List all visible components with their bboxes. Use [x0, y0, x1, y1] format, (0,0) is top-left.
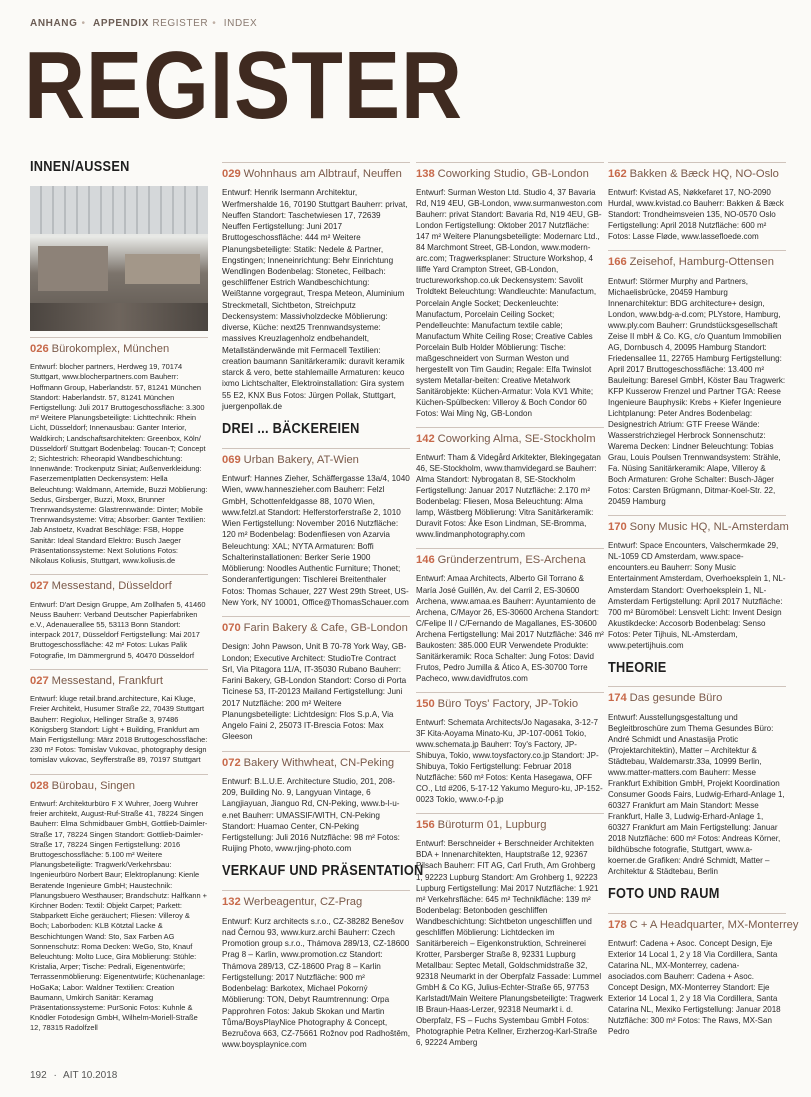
- project-166: [608, 250, 786, 507]
- project-heading: 027 Messestand, Frankfurt: [30, 674, 163, 687]
- project-heading: 146 Gründerzentrum, ES-Archena: [416, 554, 586, 567]
- project-heading: 132 Werbeagentur, CZ-Prag: [222, 896, 363, 909]
- project-heading: 156 Büroturm 01, Lupburg: [416, 819, 547, 832]
- project-body: Entwurf: Berschneider + Berschneider Architekten BDA + Innenarchitekten, Hauptstraße 12, 92367 Pilsach Bauherr: FIT AG, Carl Fruth, Am Grohberg 1, 92223 Lupburg Standort: Am Grohberg 1, 92223 Lupburg Fertigstellung: Mai 2017 Nutzfläche: 1.921 m² Verkehrsfläche: 645 m² Technikfläche: 139 m² Bodenbelag: Betonboden geschliffen Wandbeschichtung: Sichtbeton ungeschliffen und geschliffen Möblierung: Lichtdecken im Sanitärbereich – Eigenkonstruktion, Schreinerei Krotter, Parsberger Straße 8, 92331 Lupburg Metallbau: Septec Metall, Goldschmidstraße 32, 92318 Neumarkt in der Oberpfalz Fassade: Lummel GmbH & Co KG, Julius-Echter-Straße 65, 97753 Karlstadt/Main Weitere Planungsbeteiligte: Tragwerk IB Braun-Haas-Lerzer, 92318 Neumarkt i. d. Oberpfalz, FS – Fuchs Systembau GmbH Fotos: Photographie Petra Kellner, Erzherzog-Karl-Straße 6, 92224 Amberg: [416, 839, 603, 1047]
- project-heading: 178 C + A Headquarter, MX-Monterrey: [608, 918, 799, 931]
- breadcrumb: ANHANG • APPENDIX REGISTER • INDEX: [30, 18, 258, 29]
- project-body: Entwurf: Henrik Isermann Architektur, Werfmershalde 16, 70190 Stuttgart Bauherr: privat, Neuffen Standort: Taschetwiesen 17, 72639 Neuffen Fertigstellung: Juni 2017 Bruttogeschossfläche: 444 m² Weitere Planungsbeteiligte: Statik: Nedele & Partner, Engstingen; Inneneinrichtung: Behr Einrichtung Wendlingen Bodenbelag: Stonetec, Feilbach: geschliffener Estrich Wandbeschichtung: Weißtanne vorgegraut, Trespa Meteon, Aluminium Streckmetall, Sichtbeton, Streichputz Deckensystem: Massivholzdecke Möblierung: diverse, Küche: next25 Trennwandsysteme: massives Kreuzlagenholz endbehandelt, Metallständerwände mit Fermacell Textilien: creation baumann Sanitärkeramik: duravit keramik starck & vero, bette stahlemaille Armaturen: keuco ixmo Lichtschalter, Elektroinstallation: Gira system 55 E2, KNX Bus Fotos: Jürgen Pollak, Stuttgart, juergenpollak.de: [222, 188, 408, 411]
- project-132: [222, 890, 410, 1050]
- section-heading-innen: INNEN/AUSSEN: [30, 159, 130, 175]
- section-heading-verkauf: VERKAUF UND PRÄSENTATION: [222, 863, 424, 880]
- project-150: [416, 692, 604, 805]
- project-body: Entwurf: blocher partners, Herdweg 19, 70174 Stuttgart, www.blocherpartners.com Bauherr: Hoffmann Group, Haberlandstr. 57, 81241 München Standort: Haberlandstr. 57, 81241 München Fertigstellung: Juli 2017 Bruttogeschossfläche: 3.300 m² Weitere Planungsbeteiligte: Lichttechnik: Rhein Licht, Düsseldorf; Innenausbau: Ganter Interior, Waldkirch; Landschaftsarchitekten: Greenbox, Köln/ Düsseldorf/ Stuttgart Bodenbelag: Toucan-T; Concept 2; Sichtestrich: Rheorapid Wandbeschichtung: Innenwände: Trockenputz Siniat; Außenverkleidung: Faserzementplatten Deckensystem: Hella Beleuchtung: Waldmann, Artemide, Buzzi Möblierung: Sedus, Girsberger, Buzzi, Moxx, Brunner Trennwandsysteme: Glastrennwände: Dinter; Mobile Trennwandsysteme: Vitra; Absorber: Ganter Textilien: Jab Anstoetz, Kvadrat Beschläge: FSB, Hoppe Sanitär: Ideal Standard Elektro: Busch Jaeger Präsentationssysteme: Next Solutions Fotos: Nikolaus Koliusis, Stuttgart, www.koliusis.de: [30, 362, 208, 566]
- project-heading: 070 Farin Bakery & Cafe, GB-London: [222, 622, 408, 635]
- project-body: Entwurf: D'art Design Gruppe, Am Zollhafen 5, 41460 Neuss Bauherr: Verband Deutscher Papierfabriken e.V., Adenauerallee 55, 53113 Bonn Standort: interpack 2017, Düsseldorf Fertigstellung: Mai 2017 Bruttogeschossfläche: 42 m² Fotos: Lukas Palik Fotografie, Im Dämmergrund 5, 40470 Düsseldorf: [30, 599, 206, 660]
- project-138: [416, 162, 604, 419]
- project-heading: 029 Wohnhaus am Albtrauf, Neuffen: [222, 168, 402, 180]
- project-heading: 069 Urban Bakery, AT-Wien: [222, 453, 359, 466]
- project-body: Entwurf: Tham & Videgård Arkitekter, Blekingegatan 46, SE-Stockholm, www.thamvidegard.se Bauherr: Alma Standort: Nybrogatan 8, SE-Stockholm Fertigstellung: Januar 2017 Nutzfläche: 2.170 m² Bodenbelag: Fliesen, Mosa Beleuchtung: Alma lamp, Wästberg Möblierung: Vitra Sanitärkeramik: Duravit Fotos: Åke Eson Lindman, SE-Bromma, www.lindmanphotography.com: [416, 453, 601, 540]
- project-heading: 174 Das gesunde Büro: [608, 692, 723, 705]
- project-162: [608, 162, 786, 242]
- project-heading: 138 Coworking Studio, GB-London: [416, 168, 589, 180]
- project-170: [608, 515, 789, 651]
- project-body: Entwurf: Amaa Architects, Alberto Gil Torrano & María José Guillén, Av. del Carril 2, ES-30600 Archena, www.amaa.es Bauherr: Ayuntamiento de Archena, C/Mayor 26, ES-30600 Archena Standort: C/Felipe II / C/Fernando de Magallanes, ES-30600 Archena Fertigstellung: Mai 2017 Nutzfläche: 346 m² Baukosten: 385.000 EUR Verwendete Produkte: Sanitärkeramik: Roca Schalter: Jung Fotos: David Frutos, Pedro Jumilla & Ático A, ES-30700 Torre Pacheco, www.davidfrutos.com: [416, 574, 604, 683]
- section-heading-theorie: THEORIE: [608, 659, 667, 676]
- project-body: Entwurf: Surman Weston Ltd. Studio 4, 37 Bavaria Rd, N19 4EU, GB-London, www.surmanweston.com Bauherr: privat Standort: Bavaria Rd, N19 4EU, GB-London Fertigstellung: Oktober 2017 Nutzfläche: 147 m² Weitere Planungsbeteiligte: Modernarc Ltd., 84 Marchmont Street, GB-London, www.modern-arc.com; Tragwerksplaner: Structure Workshop, 4 Iliffe Yard Crampton Street, GB-London, tructureworkshop.co.uk Deckensystem: Savolit Troldtekt Beleuchtung: Wandleuchte: Manufactum, Porcelain Angle Socket; Deckenleuchte: Manufactum, Porcelain Ceiling Socket; Pendelleuchte: Manufactum textile cable; Manufactum White Ceiling Rose; Creative Cables Porcelain Bulb Holder Möblierung: Tische: maßgeschneidert von Surman Weston und hergestellt von Tim Gaudin; Regale: Elfa Twinslot system Metallar-beiten: Creative Metalwork Sanitärobjekte: Küchen-Armatur: Vola KV1 White; Küchen-Spülbecken: Villeroy & Boch Condor 60 Fotos: Wai Ming Ng, GB-London: [416, 188, 603, 418]
- project-heading: 142 Coworking Alma, SE-Stockholm: [416, 432, 596, 445]
- office-photo: [30, 186, 208, 331]
- project-028: [30, 774, 208, 1034]
- column-1: [30, 156, 208, 1042]
- project-body: Entwurf: Kvistad AS, Nøkkefaret 17, NO-2090 Hurdal, www.kvistad.co Bauherr: Bakken & Bæck Standort: Trondheimsveien 135, NO-0570 Oslo Fertigstellung: April 2018 Nutzfläche: 600 m² Fotos: Lasse Fløde, www.lassefloede.com: [608, 188, 784, 242]
- column-3: [416, 162, 604, 1056]
- issue-label: AIT 10.2018: [63, 1070, 118, 1081]
- breadcrumb-anhang: ANHANG: [30, 18, 78, 29]
- project-174: [608, 686, 786, 877]
- project-body: Design: John Pawson, Unit B 70-78 York Way, GB-London; Executive Architect: StudioTre Contract Srl, Via Pitagora 11/A, IT-35030 Rubano Bauherr: Farini Bakery, GB-London Standort: Corso di Porta Ticinese 53, IT-20123 Mailand Fertigstellung: Juni 2017 Nutzfläche: 200 m² Weitere Planungsbeteiligte: Lichtdesign: Flos S.p.A, Via Angelo Faini 2, 25073 IT-Brescia Fotos: Max Gleeson: [222, 642, 407, 742]
- project-body: Entwurf: B.L.U.E. Architecture Studio, 201, 208-209, Building No. 9, Langyuan Vintage, 6 Langjiayuan, Jianguo Rd, CN-Peking, www.b-l-u-e.net Bauherr: UMASSIF/WITH, CN-Peking Standort: Huamao Center, CN-Peking Fertigstellung: Juli 2016 Nutzfläche: 98 m² Fotos: Ruijing Photo, www.rjing-photo.com: [222, 776, 400, 854]
- project-027a: [30, 574, 208, 661]
- project-heading: 026 Bürokomplex, München: [30, 342, 170, 355]
- project-029: [222, 162, 410, 412]
- page-title: REGISTER: [24, 32, 463, 139]
- project-heading: 166 Zeisehof, Hamburg-Ottensen: [608, 256, 774, 269]
- project-072: [222, 751, 410, 855]
- project-body: Entwurf: Ausstellungsgestaltung und Begleitbroschüre zum Thema Gesundes Büro: André Schmidt und Anastasija Protic (Projektarchitektin), Matter – Architektur & Städtebau, Waldemarstr.33a, 10999 Berlin, www.matter-matters.com Bauherr: Messe Frankfurt Exhibition GmbH, Projekt Koordination Consumer Goods Fairs, Ludwig-Erhard-Anlage 1, 60327 Frankfurt am Main Standort: Messe Frankfurt, Halle 3, Ludwig-Erhard-Anlage 1, 60327 Frankfurt am Main Fertigstellung: Januar 2018 Nutzfläche: 600 m² Fotos: Andreas Körner, bildhübsche fotografie, Stuttgart, www.a-koerner.de Grafiken: André Schmidt, Matter – Architektur & Städtebau, Berlin: [608, 712, 785, 877]
- page-number: 192: [30, 1070, 47, 1081]
- project-heading: 072 Bakery Withwheat, CN-Peking: [222, 756, 395, 769]
- project-142: [416, 427, 604, 540]
- project-146: [416, 548, 604, 684]
- project-heading: 170 Sony Music HQ, NL-Amsterdam: [608, 521, 789, 534]
- project-body: Entwurf: Cadena + Asoc. Concept Design, Eje Exterior 14 Local 1, 2 y 18 Via Cordillera, Santa Catarina NL, MX-Monterrey, cadena-asociados.com Bauherr: Cadena + Asoc. Concept Design, MX-Monterrey Standort: Eje Exterior 14 Local 1, 2 y 18 Via Cordillera, Santa Catarina NL, Mexiko Fertigstellung: Januar 2018 Nutzfläche: 300 m² Fotos: The Raws, MX-San Pedro: [608, 939, 781, 1037]
- section-heading-drei: DREI ... BÄCKEREIEN: [222, 421, 360, 438]
- project-heading: 162 Bakken & Bæck HQ, NO-Oslo: [608, 168, 779, 180]
- column-4: [608, 162, 799, 1045]
- project-070: [222, 616, 410, 742]
- breadcrumb-index: INDEX: [223, 18, 258, 29]
- breadcrumb-appendix: APPENDIX: [93, 18, 149, 29]
- project-body: Entwurf: Space Encounters, Valschermkade 29, NL-1059 CD Amsterdam, www.space-encounters.eu Bauherr: Sony Music Entertainment Amsterdam, Overhoeksplein 1, NL-Amsterdam Standort: Overhoeksplein 1, NL-Amsterdam Fertigstellung: April 2017 Nutzfläche: 700 m² Büromöbel: Lensvelt Licht: Invent Design Akustikdecke: Accosorb Bodenbelag: Senso Fotos: Peter Tijhuis, NL-Amsterdam, www.petertijhuis.com: [608, 541, 786, 650]
- project-body: Entwurf: Schemata Architects/Jo Nagasaka, 3-12-7 3F Kita-Aoyama Minato-Ku, JP-107-0061 Tokio, www.schemata.jp Bauherr: Toy's Factory, JP-Shibuya, Tokio, www.toysfactory.co.jp Standort: JP-Shibuya, Tokio Fertigstellung: Februar 2018 Nutzfläche: 560 m² Fotos: Kenta Hasegawa, OFF CO., Ltd #206, 5-17-12 Yakumo Meguro-ku, JP-152-0023 Tokio, www.o-f-p.jp: [416, 717, 603, 805]
- column-2: [222, 162, 424, 1059]
- page-footer: 192 · AIT 10.2018: [30, 1070, 118, 1081]
- section-heading-foto: FOTO UND RAUM: [608, 886, 720, 903]
- project-body: Entwurf: Hannes Zieher, Schäffergasse 13a/4, 1040 Wien, www.hanneszieher.com Bauherr: Felzl GmbH, Schottenfeldgasse 88, 1070 Wien, www.felzl.at Standort: Helferstorferstraße 2, 1010 Wien Fertigstellung: November 2016 Nutzfläche: 120 m² Bodenbelag: Bodenfliesen von Azarvia Beleuchtung: XAL; NYTA Armaturen: Boffi Schalterinstallationen: Berker Serie 1900 Möblierung: Noodles Authentic Furniture; Thonet; Sonderanfertigungen: Tischlerei Breitenthaler Fotos: Thomas Schauer, 227 West 29th Street, US-New York, NY 10001, Office@ThomasSchauer.com: [222, 474, 410, 607]
- project-heading: 027 Messestand, Düsseldorf: [30, 580, 172, 593]
- project-027b: [30, 669, 208, 766]
- project-026: [30, 337, 208, 566]
- project-body: Entwurf: Kurz architects s.r.o., CZ-38282 Benešov nad Černou 93, www.kurz.archi Bauherr: Czech Promotion group s.r.o., Thámova 289/13, CZ-18600 Prag 8 – Karlin, www.promotion.cz Standort: Thámova 289/13, CZ-18600 Prag 8 – Karlin Fertigstellung: 2017 Nutzfläche: 900 m² Bodenbelag: Barkotex, Michael Pokorný Möblierung: TON, Debyt Raumtrennung: Orpa Papprohren Fotos: Jakub Skokan und Martin Tůma/BoysPlayNice Photography & Concept, Bezručova 663, CZ-75661 Rožnov pod Radhoštěm, www.boysplaynice.com: [222, 916, 410, 1050]
- project-body: Entwurf: kluge retail.brand.architecture, Kai Kluge, Freier Architekt, Husumer Straße 22, 70439 Stuttgart Bauherr: Regiolux, Hellinger Straße 3, 97486 Königsberg Standort: Light + Building, Frankfurt am Main Fertigstellung: März 2018 Bruttogeschossfläche: 230 m² Fotos: Tomislav Vukovac, photography design tomislav vukovac, Seyfferstraße 89, 70197 Stuttgart: [30, 694, 208, 765]
- project-body: Entwurf: Architekturbüro F X Wuhrer, Joerg Wuhrer freier architekt, August-Ruf-Straße 41, 78224 Singen Bauherr: Elma Schmidbauer GmbH, Gottlieb-Daimler-Straße 17, 78224 Singen Standort: Gottlieb-Daimler-Straße 17, 78224 Singen Fertigstellung: 2016 Bruttogeschossfläche: 5.100 m² Weitere Planungsbeteiligte: Tragwerk/Verkehrsbau: Ingenieurbüro Norbert Baur; Elektroplanung: Kienle Beratende Ingenieure GmbH; Haustechnik: Planungsbuero Westhauser; Brandschutz: Halfkann + Kirchner Boden: Textil: Objekt Carpet; Parkett: Stabparkett Eiche geräuchert; Fliesen: Villeroy & Boch; Laborboden: KLB Kötztal Lacke & Beschichtungen Wand: Sto, Sax Farben AG Sonnenschutz: Roma Decken: WeGo, Sto, Knauf Beleuchtung: Molto Luce, Gira Möblierung: Stühle: Kristalia, Arper; Tische: Pedrali, Eigenentwürfe; Terrassenmöblierung: Eigenentwürfe; Küchenanlage: HoGaKa; Labor: Waldner Textilien: Creation Baumann, Umkirch Sanitär: Keramag Präsentationssysteme: PurSonic Fotos: Kuhnle & Knödler Fotodesign GmbH, Wilhelm-Moriell-Straße 12, 78315 Radolfzell: [30, 798, 208, 1033]
- project-156: [416, 813, 604, 1048]
- project-body: Entwurf: Störmer Murphy and Partners, Michaelisbrücke, 20459 Hamburg Innenarchitektur: BDG architecture+ design, London, www.bdg-a-d.com; PLYstore, Hamburg, www.ply.com Bauherr: Grundstücksgesellschaft Zeise II mbH & Co. KG, c/o Quantum Immobilien AG, Dornbusch 4, 20095 Hamburg Standort: Friedensallee 11, 22765 Hamburg Fertigstellung: April 2017 Bruttogeschossfläche: 13.400 m² Bauleitung: Baresel GmbH, Köster Bau Tragwerk: KFP Kusserow Frenzel und Partner TGA: Reese Ingenieure Bauphysik: Krebs + Kiefer Ingenieure Lichtplanung: Peter Andres Bodenbelag: Designestrich Atrium: GTF Freese Wände: Wasserstrichziegel Herbrock Sonnenschutz: Warema Decken: Lindner Beleuchtung: Tobias Grau, Louis Poulsen Trennwandsystem: Strähle, Fa. Nüsing Sanitärkeramik: Alape, Villeroy & Boch Armaturen: Grohe Schalter: Busch-Jäger Fotos: Carsten Brügmann, Ditmar-Koel-Str. 22, 20459 Hamburg: [608, 276, 786, 507]
- project-heading: 028 Bürobau, Singen: [30, 779, 136, 792]
- project-178: [608, 913, 799, 1037]
- project-069: [222, 448, 410, 608]
- breadcrumb-register: REGISTER: [152, 18, 209, 29]
- project-heading: 150 Büro Toys' Factory, JP-Tokio: [416, 697, 579, 710]
